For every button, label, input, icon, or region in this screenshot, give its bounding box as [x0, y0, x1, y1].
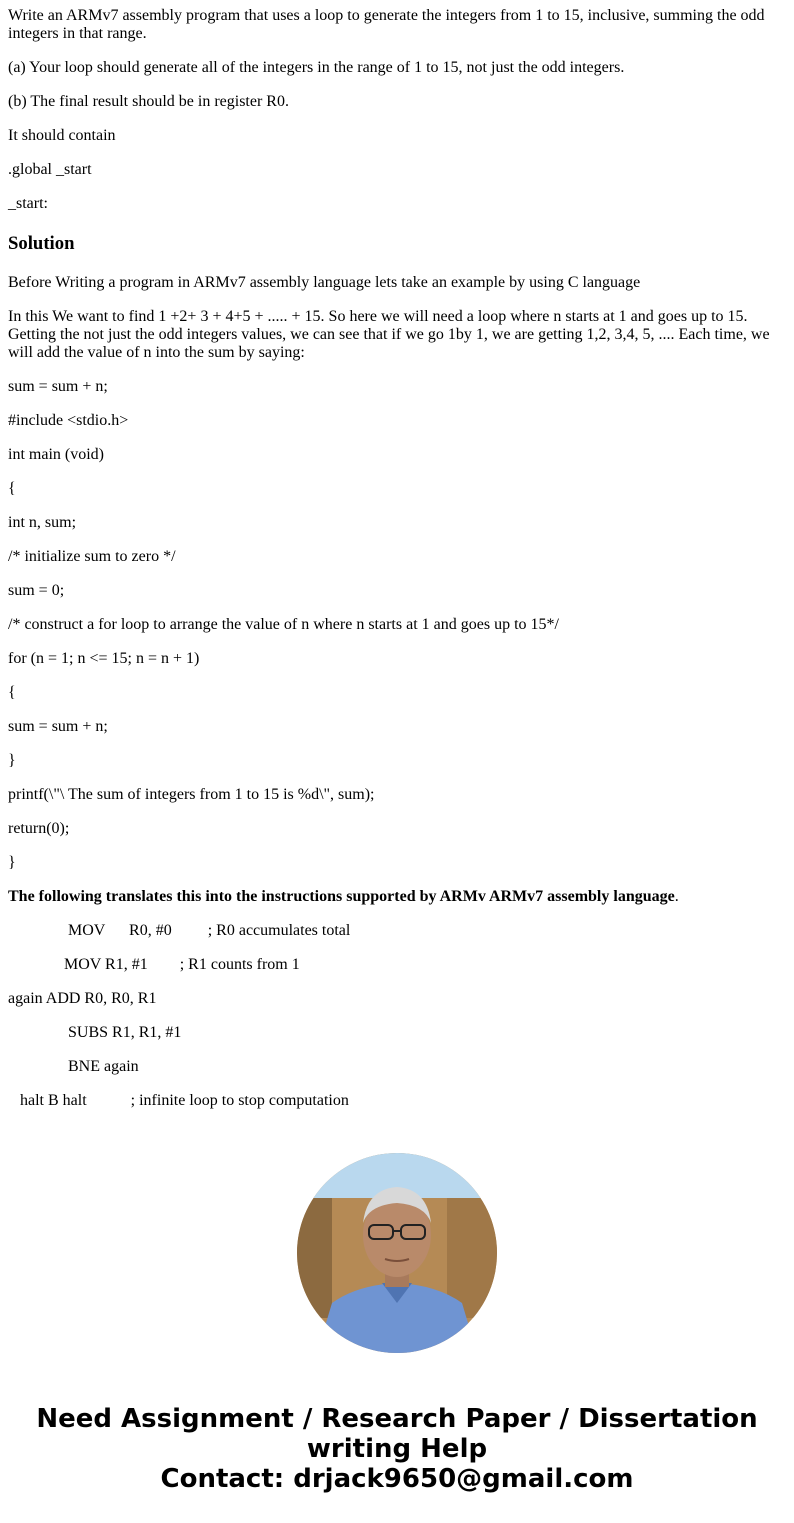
c-code-line: int main (void)	[8, 446, 104, 463]
c-code-line: /* construct a for loop to arrange the value of n where n starts at 1 and goes up to 15*/	[8, 616, 559, 633]
c-code-line: for (n = 1; n <= 15; n = n + 1)	[8, 650, 200, 667]
asm-translation-text: The following translates this into the instructions supported by ARMv ARMv7 assembly language	[8, 888, 675, 905]
asm-line: BNE again	[8, 1058, 139, 1075]
c-code-line: /* initialize sum to zero */	[8, 548, 176, 565]
author-portrait	[297, 1153, 497, 1353]
solution-intro: Before Writing a program in ARMv7 assembly language lets take an example by using C language	[8, 274, 641, 291]
c-code-line: sum = sum + n;	[8, 378, 108, 395]
question-part-a: (a) Your loop should generate all of the integers in the range of 1 to 15, not just the odd integers.	[8, 59, 625, 76]
c-code-line: sum = 0;	[8, 582, 65, 599]
asm-translation-note	[8, 888, 786, 906]
author-avatar	[297, 1153, 497, 1353]
c-code-line: return(0);	[8, 820, 70, 837]
c-code-line: }	[8, 752, 16, 769]
c-code-line: }	[8, 854, 16, 871]
promo-contact: Contact: drjack9650@gmail.com	[160, 1464, 634, 1494]
asm-translation-period: .	[674, 888, 679, 905]
promo-footer	[0, 1404, 794, 1494]
question-contain: It should contain	[8, 127, 116, 144]
portrait-door	[297, 1198, 332, 1318]
solution-heading: Solution	[8, 233, 75, 254]
c-code-line: int n, sum;	[8, 514, 77, 531]
promo-line-1: Need Assignment / Research Paper / Dissertation	[36, 1404, 758, 1434]
asm-line: again ADD R0, R0, R1	[8, 990, 157, 1007]
question-start: _start:	[8, 195, 48, 212]
question-part-b: (b) The final result should be in register R0.	[8, 93, 289, 110]
question-intro: Write an ARMv7 assembly program that uses a loop to generate the integers from 1 to 15, inclusive, summing the odd integers in that range.	[8, 7, 765, 42]
asm-line: MOV R1, #1 ; R1 counts from 1	[8, 956, 300, 973]
c-code-line: {	[8, 480, 16, 497]
c-code-line: #include <stdio.h>	[8, 412, 129, 429]
asm-line: MOV R0, #0 ; R0 accumulates total	[8, 922, 351, 939]
promo-line-2: writing Help	[306, 1434, 488, 1464]
solution-explanation: In this We want to find 1 +2+ 3 + 4+5 + ..... + 15. So here we will need a loop where n starts at 1 and goes up to 15. Getting the not just the odd integers values, we can see that if we go 1by 1, we are getting 1,2, 3,4, 5, .... Each time, we will add the value of n into the sum by saying:	[8, 308, 770, 361]
c-code-line: printf(\"\ The sum of integers from 1 to 15 is %d\", sum);	[8, 786, 375, 803]
question-global: .global _start	[8, 161, 92, 178]
c-code-line: sum = sum + n;	[8, 718, 108, 735]
c-code-line: {	[8, 684, 16, 701]
asm-line: SUBS R1, R1, #1	[8, 1024, 182, 1041]
asm-line: halt B halt ; infinite loop to stop computation	[8, 1092, 349, 1109]
